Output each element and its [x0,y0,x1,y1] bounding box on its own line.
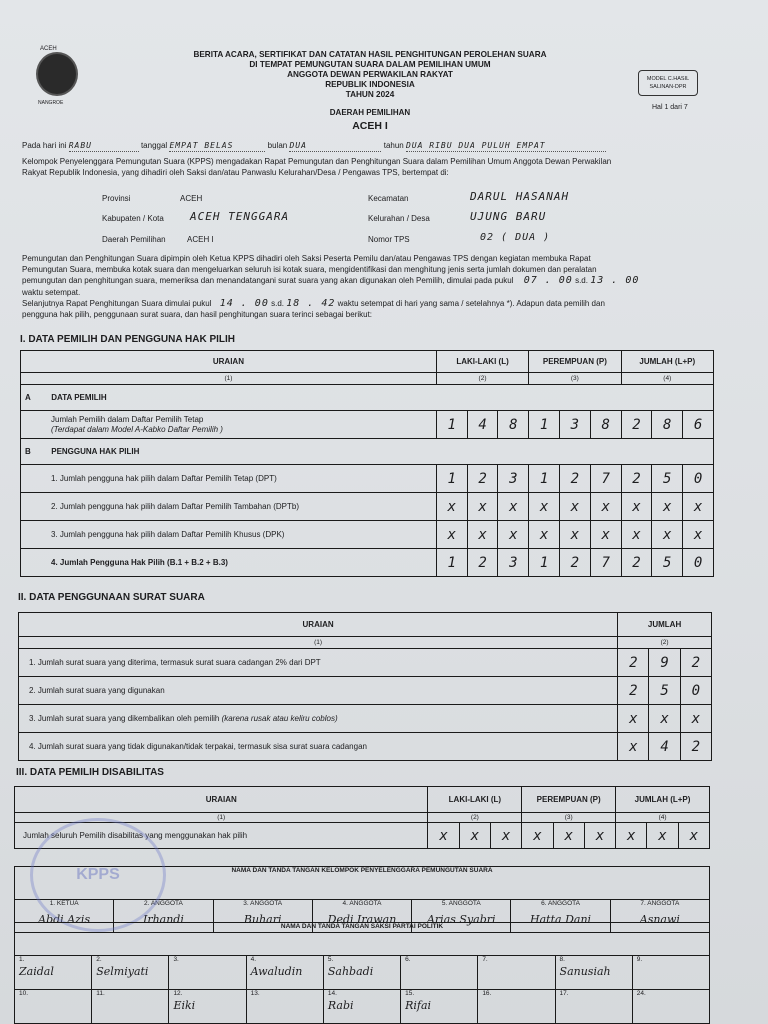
row-note: (Terdapat dalam Model A-Kabko Daftar Pemilih ) [51,424,223,434]
th-sub: (1) [15,813,428,823]
digit-cell[interactable]: x [616,823,647,849]
saksi-cell[interactable] [169,990,246,1024]
model-line: MODEL C.HASIL [646,76,690,82]
kpps-signature: Dedi Irawan [327,913,397,926]
saksi-number: 12. [173,990,183,997]
kpps-signature: Asnawi [639,913,680,926]
digit-cell[interactable]: 0 [680,677,711,705]
section-a-title: DATA PEMILIH [51,393,107,402]
dapil-label: DAERAH PEMILIHAN [329,108,411,117]
table-row [21,411,714,439]
digit-cell[interactable]: 2 [467,465,498,493]
th-sub: (2) [428,813,522,823]
table-row [21,549,714,577]
kpps-signature: Irhandi [142,913,184,926]
digit-cell[interactable]: x [590,521,621,549]
digit-cell[interactable]: 2 [680,733,711,761]
kpps-role: 5. ANGGOTA [441,900,481,907]
digit-cell[interactable]: x [522,823,553,849]
kpps-role: 7. ANGGOTA [640,900,680,907]
saksi-number: 9. [636,956,643,963]
body-line-1: Pemungutan dan Penghitungan Suara dipimpin oleh Ketua KPPS dihadiri oleh Saksi Peserta Pemilu dan/atau Pengawas TPS dengan kegiatan membuka Rapat [22,254,591,263]
row-label: 4. Jumlah surat suara yang tidak digunakan/tidak terpakai, termasuk sisa surat suara cadangan [19,733,618,761]
digit-cell[interactable]: x [428,823,459,849]
saksi-number: 1. [19,956,25,963]
tps-value[interactable]: 02 ( DUA ) [480,232,551,243]
row-label: Jumlah seluruh Pemilih disabilitas yang menggunakan hak pilih [15,823,428,849]
digit-cell[interactable]: x [436,521,467,549]
th-perempuan: PEREMPUAN (P) [529,351,621,373]
kabupaten-label: Kabupaten / Kota [102,214,164,223]
kelurahan-value[interactable]: UJUNG BARU [470,210,547,223]
th-uraian: URAIAN [15,787,428,813]
saksi-signature: Sahbadi [327,965,374,978]
row-label: 2. Jumlah surat suara yang digunakan [19,677,618,705]
digit-cell[interactable]: 8 [590,411,621,439]
body-line-4: waktu setempat. [22,288,81,297]
saksi-number: 11. [96,990,105,997]
bulan-field[interactable]: DUA [289,140,381,152]
kpps-role: 3. ANGGOTA [243,900,283,907]
body-line-2: Pemungutan Suara, membuka kotak suara dan mengeluarkan seluruh isi kotak suara, mengidentifikasi dan menghitung jenis serta jumlah dokumen dan peralatan [22,265,597,274]
digit-cell[interactable]: 1 [436,549,467,577]
digit-cell[interactable]: x [436,493,467,521]
digit-cell[interactable]: 3 [498,549,529,577]
digit-cell[interactable]: 7 [590,549,621,577]
section1-title: I. DATA PEMILIH DAN PENGGUNA HAK PILIH [20,334,235,345]
title-line: ANGGOTA DEWAN PERWAKILAN RAKYAT [287,70,453,79]
saksi-number: 3. [173,956,179,963]
th-perempuan: PEREMPUAN (P) [522,787,616,813]
digit-cell[interactable]: 2 [621,411,652,439]
intro-line-3: Rakyat Republik Indonesia, yang dihadiri oleh Saksi dan/atau Panwaslu Kelurahan/Desa / Pengawas TPS, bertempat di: [22,168,449,177]
saksi-number: 15. [405,990,415,997]
digit-cell[interactable]: x [498,521,529,549]
saksi-number: 7. [482,956,488,963]
sd-text: s.d. [575,276,588,285]
th-sub: (4) [616,813,710,823]
digit-cell[interactable]: x [590,493,621,521]
th-sub: (1) [19,637,618,649]
th-laki: LAKI-LAKI (L) [428,787,522,813]
provinsi-value: ACEH [180,194,203,203]
intro-line-2: Kelompok Penyelenggara Pemungutan Suara (KPPS) mengadakan Rapat Pemungutan dan Penghitungan Suara dalam Pemilihan Umum Anggota Dewan Perwakilan [22,157,612,166]
saksi-cell[interactable] [246,990,323,1024]
digit-cell[interactable]: 3 [498,465,529,493]
table-row [19,649,712,677]
section2-title: II. DATA PENGGUNAAN SURAT SUARA [18,592,205,603]
kpps-role: 1. KETUA [49,900,79,907]
intro-text: bulan [267,141,288,150]
digit-cell[interactable]: x [621,493,652,521]
kpps-signature: Abdi Azis [38,913,91,926]
th-sub: (3) [529,373,621,385]
hari-field[interactable]: RABU [69,140,139,152]
digit-cell[interactable]: x [559,521,590,549]
saksi-cell[interactable] [555,990,632,1024]
body-text: waktu setempat di hari yang sama / setelahnya *). Adapun data pemilih dan [337,299,605,308]
saksi-signature: Rabi [327,999,354,1012]
digit-cell[interactable]: x [621,521,652,549]
tps-label: Nomor TPS [368,235,410,244]
mulai-field[interactable]: 07 . 00 [523,275,573,286]
th-sub: (3) [522,813,616,823]
sd-text: s.d. [271,299,284,308]
saksi-cell[interactable] [478,990,555,1024]
selesai-field[interactable]: 13 . 00 [590,275,640,286]
kpps-signature: Hatta Dani [530,913,592,926]
saksi-number: 8. [559,956,565,963]
saksi-cell[interactable] [632,956,709,990]
row-label: 3. Jumlah pengguna hak pilih dalam Daftar Pemilih Khusus (DPK) [21,521,437,549]
page-number: Hal 1 dari 7 [652,104,688,111]
digit-cell[interactable]: x [498,493,529,521]
saksi-cell[interactable] [401,990,478,1024]
section3-title: III. DATA PEMILIH DISABILITAS [16,767,164,778]
body-line-3 [22,275,752,286]
digit-cell[interactable]: x [529,493,560,521]
digit-cell[interactable]: x [459,823,490,849]
digit-cell[interactable]: 5 [649,677,680,705]
mulai2-field[interactable]: 14 . 00 [219,298,269,309]
row-label: 2. Jumlah pengguna hak pilih dalam Daftar Pemilih Tambahan (DPTb) [21,493,437,521]
saksi-cell[interactable] [478,956,555,990]
digit-cell[interactable]: 8 [652,411,683,439]
digit-cell[interactable]: 1 [436,411,467,439]
row-text: Jumlah Pemilih dalam Daftar Pemilih Tetap [51,414,204,424]
kpps-signature: Buhari [243,913,282,926]
digit-cell[interactable]: 2 [621,549,652,577]
body-line-6: pengguna hak pilih, penggunaan surat suara, dan hasil penghitungan suara terinci sebagai berikut: [22,310,373,319]
saksi-cell[interactable] [15,956,92,990]
saksi-number: 4. [250,956,257,963]
th-sub: (4) [621,373,713,385]
row-text: 3. Jumlah surat suara yang dikembalikan oleh pemilih [29,714,220,723]
table-row [21,493,714,521]
digit-cell[interactable]: 1 [529,465,560,493]
digit-cell[interactable]: 2 [621,465,652,493]
section-b-title: PENGGUNA HAK PILIH [51,447,140,456]
kpps-title: NAMA DAN TANDA TANGAN KELOMPOK PENYELENGGARA PEMUNGUTAN SUARA [15,867,710,900]
digit-cell[interactable]: 1 [529,549,560,577]
title-line: TAHUN 2024 [345,90,395,99]
logo-caption: ACEH [40,46,57,52]
intro-text: Pada hari ini [22,141,67,150]
digit-cell[interactable]: 2 [680,649,711,677]
saksi-cell[interactable] [92,956,169,990]
section-code: B [25,447,31,456]
kpps-stamp: KPPS [30,818,166,932]
digit-cell[interactable]: 5 [652,549,683,577]
saksi-signature-table [14,922,710,1024]
digit-cell[interactable]: 4 [649,733,680,761]
digit-cell[interactable]: 2 [559,549,590,577]
model-box [638,70,698,96]
provinsi-label: Provinsi [102,194,131,203]
saksi-cell[interactable] [632,990,709,1024]
saksi-number: 5. [327,956,334,963]
tanggal-field[interactable]: EMPAT BELAS [169,140,265,152]
digit-cell[interactable]: 7 [590,465,621,493]
saksi-number: 2. [96,956,102,963]
digit-cell[interactable]: x [553,823,584,849]
digit-cell[interactable]: 6 [683,411,714,439]
kelurahan-label: Kelurahan / Desa [368,214,430,223]
kpps-role: 6. ANGGOTA [541,900,580,907]
saksi-signature: Selmiyati [96,965,149,978]
row-label: 1. Jumlah pengguna hak pilih dalam Daftar Pemilih Tetap (DPT) [21,465,437,493]
title-line: DI TEMPAT PEMUNGUTAN SUARA DALAM PEMILIHAN UMUM [249,60,491,69]
th-sub: (2) [618,637,712,649]
saksi-cell[interactable] [15,990,92,1024]
table-row [19,677,712,705]
digit-cell[interactable]: x [683,521,714,549]
saksi-number: 17. [559,990,569,997]
digit-cell[interactable]: 1 [529,411,560,439]
digit-cell[interactable]: 9 [649,649,680,677]
digit-cell[interactable]: 2 [467,549,498,577]
saksi-cell[interactable] [555,956,632,990]
saksi-cell[interactable] [323,990,400,1024]
digit-cell[interactable]: 2 [618,677,649,705]
saksi-signature: Awaludin [250,965,303,978]
body-text: pemungutan dan penghitungan suara, memeriksa dan menandatangani surat suara yang akan digunakan oleh Pemilih, dimulai pada pukul [22,276,514,285]
table-row [21,465,714,493]
saksi-signature: Rifai [405,999,432,1012]
digit-cell[interactable]: x [652,493,683,521]
table-row [19,733,712,761]
digit-cell[interactable]: x [652,521,683,549]
dapil-value: ACEH I [352,120,388,132]
row-label: 1. Jumlah surat suara yang diterima, termasuk surat suara cadangan 2% dari DPT [19,649,618,677]
digit-cell[interactable]: x [647,823,678,849]
body-line-5 [22,298,762,309]
selesai2-field[interactable]: 18 . 42 [286,298,336,309]
digit-cell[interactable]: 2 [618,649,649,677]
saksi-number: 16. [482,990,492,997]
saksi-signature: Eiki [173,999,196,1012]
table-row [19,705,712,733]
digit-cell[interactable]: x [559,493,590,521]
saksi-number: 10. [19,990,29,997]
daerah-label: Daerah Pemilihan [102,235,166,244]
digit-cell[interactable]: x [491,823,522,849]
saksi-cell[interactable] [92,990,169,1024]
th-jumlah: JUMLAH (L+P) [616,787,710,813]
th-jumlah: JUMLAH [618,613,712,637]
digit-cell[interactable]: x [683,493,714,521]
saksi-signature: Sanusiah [559,965,611,978]
row-label: 4. Jumlah Pengguna Hak Pilih (B.1 + B.2 + B.3) [21,549,437,577]
digit-cell[interactable]: x [584,823,615,849]
saksi-cell[interactable] [169,956,246,990]
digit-cell[interactable]: 4 [467,411,498,439]
kpps-role: 4. ANGGOTA [342,900,382,907]
th-uraian: URAIAN [19,613,618,637]
digit-cell[interactable]: x [467,521,498,549]
kip-logo [36,52,78,96]
model-line: SALINAN-DPR [649,84,687,90]
row-note: (karena rusak atau keliru coblos) [221,714,338,723]
table-pemilih [20,350,714,577]
digit-cell[interactable]: x [649,705,680,733]
saksi-cell[interactable] [323,956,400,990]
saksi-cell[interactable] [246,956,323,990]
title-line: BERITA ACARA, SERTIFIKAT DAN CATATAN HASIL PENGHITUNGAN PEROLEHAN SUARA [193,50,547,59]
section-a-row [21,385,714,411]
intro-line-1 [22,140,742,152]
digit-cell[interactable]: 1 [436,465,467,493]
digit-cell[interactable]: 0 [683,549,714,577]
saksi-number: 14. [327,990,337,997]
th-laki: LAKI-LAKI (L) [436,351,528,373]
digit-cell[interactable]: 8 [498,411,529,439]
table-row [21,521,714,549]
digit-cell[interactable]: x [680,705,711,733]
table-surat-suara [18,612,712,761]
row-label [21,411,437,439]
kpps-role: 2. ANGGOTA [143,900,183,907]
th-sub: (1) [21,373,437,385]
digit-cell[interactable]: 0 [683,465,714,493]
section-b-row [21,439,714,465]
body-text: Selanjutnya Rapat Penghitungan Suara dimulai pukul [22,299,212,308]
intro-text: tahun [383,141,404,150]
th-uraian: URAIAN [21,351,437,373]
digit-cell[interactable]: x [618,705,649,733]
kecamatan-label: Kecamatan [368,194,409,203]
section-code: A [25,393,31,402]
intro-text: tanggal [140,141,168,150]
digit-cell[interactable]: x [618,733,649,761]
th-sub: (2) [436,373,528,385]
row-label [19,705,618,733]
digit-cell[interactable]: x [529,521,560,549]
kabupaten-value[interactable]: ACEH TENGGARA [190,210,290,223]
kpps-signature: Arias Syabri [426,913,496,926]
saksi-signature: Zaidal [19,965,54,978]
saksi-number: 24. [636,990,646,997]
digit-cell[interactable]: 5 [652,465,683,493]
tahun-field[interactable]: DUA RIBU DUA PULUH EMPAT [406,140,606,152]
daerah-value: ACEH I [187,235,214,244]
digit-cell[interactable]: x [467,493,498,521]
kecamatan-value[interactable]: DARUL HASANAH [470,190,570,203]
th-jumlah: JUMLAH (L+P) [621,351,713,373]
title-line: REPUBLIK INDONESIA [325,80,415,89]
saksi-title: NAMA DAN TANDA TANGAN SAKSI PARTAI POLITIK [15,923,710,956]
saksi-cell[interactable] [401,956,478,990]
digit-cell[interactable]: 3 [559,411,590,439]
saksi-number: 13. [250,990,260,997]
document-title [150,50,590,100]
saksi-number: 6. [405,956,411,963]
logo-subcaption: NANGROE [38,100,64,106]
digit-cell[interactable]: x [678,823,709,849]
digit-cell[interactable]: 2 [559,465,590,493]
